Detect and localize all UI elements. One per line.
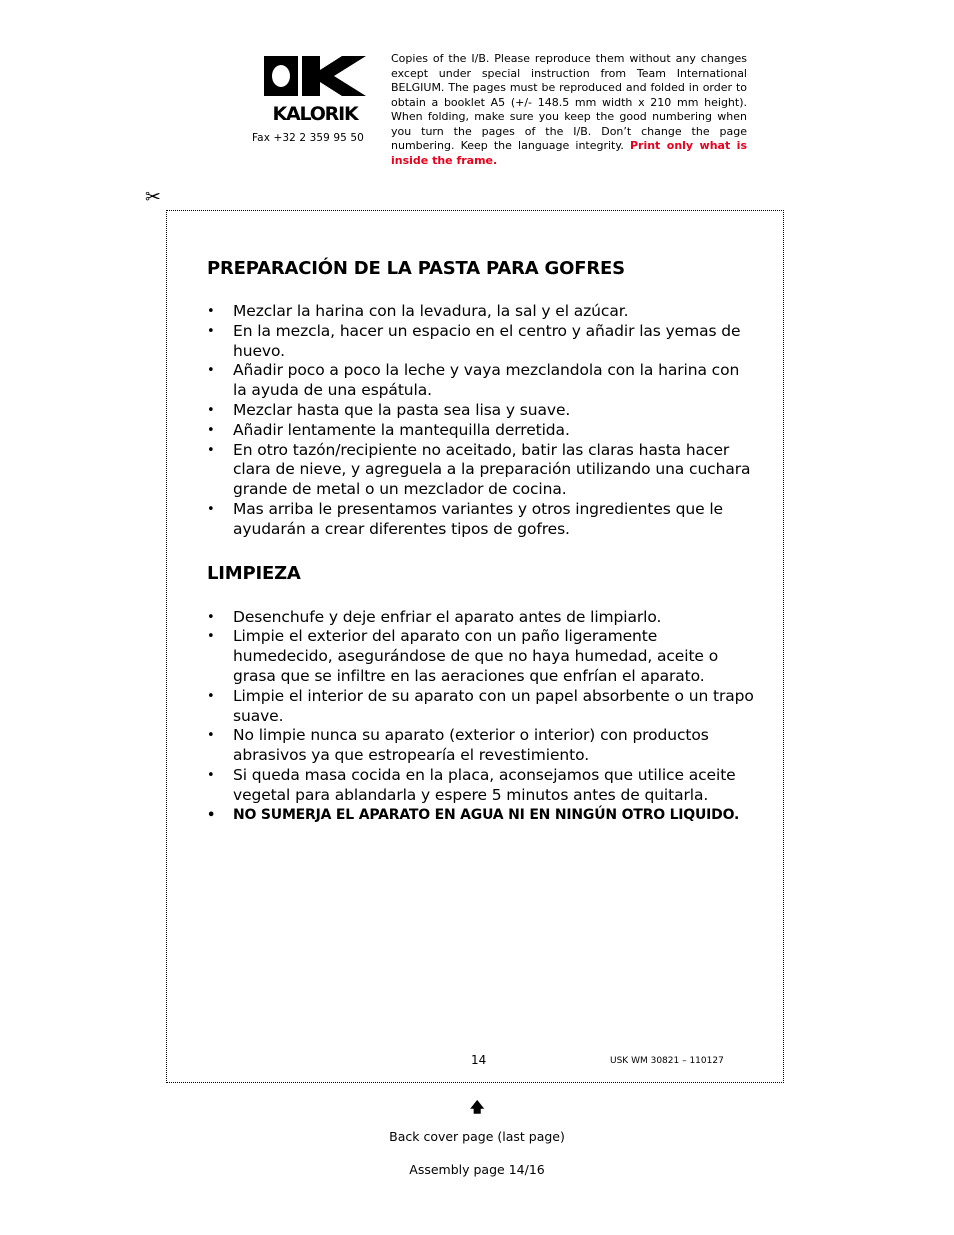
list-item: • Si queda masa cocida en la placa, aconsejamos que utilice aceite vegetal para ablandarla y espere 5 minutos antes de quitarla. xyxy=(207,766,755,806)
print-notice xyxy=(391,52,747,168)
arrow-up-icon: 🡅 xyxy=(470,1100,485,1116)
notice-highlight: Print only what is inside the frame xyxy=(391,139,747,167)
list-item: • Mezclar hasta que la pasta sea lisa y suave. xyxy=(207,401,755,421)
notice-end: . xyxy=(493,153,498,167)
list-item: • Añadir poco a poco la leche y vaya mezclandola con la harina con la ayuda de una espátula. xyxy=(207,361,755,401)
list-item: • En la mezcla, hacer un espacio en el centro y añadir las yemas de huevo. xyxy=(207,322,755,362)
list-item: • En otro tazón/recipiente no aceitado, batir las claras hasta hacer clara de nieve, y agreguela a la preparación utilizando una cuchara grande de metal o un mezclador de cocina. xyxy=(207,441,755,500)
page-content xyxy=(207,257,755,825)
fax-number: Fax +32 2 359 95 50 xyxy=(252,132,364,144)
list-item: • Mezclar la harina con la levadura, la sal y el azúcar. xyxy=(207,302,755,322)
model-code: USK WM 30821 – 110127 xyxy=(610,1056,724,1066)
back-cover-label: Back cover page (last page) xyxy=(389,1129,565,1144)
brand-wordmark: KALORIK xyxy=(272,103,358,124)
list-item: • Limpie el interior de su aparato con un papel absorbente o un trapo suave. xyxy=(207,687,755,727)
kalorik-logo-mark xyxy=(262,54,368,124)
preparacion-list xyxy=(207,302,755,540)
list-item: • Añadir lentamente la mantequilla derretida. xyxy=(207,421,755,441)
assembly-page-label: Assembly page 14/16 xyxy=(409,1162,545,1177)
kalorik-logo xyxy=(262,54,368,124)
limpieza-list xyxy=(207,608,755,826)
list-item: • Mas arriba le presentamos variantes y otros ingredientes que le ayudarán a crear diferentes tipos de gofres. xyxy=(207,500,755,540)
scissors-icon: ✂ xyxy=(145,186,161,208)
warning-item: • NO SUMERJA EL APARATO EN AGUA NI EN NINGÚN OTRO LIQUIDO. xyxy=(207,806,755,826)
section-title-preparacion: PREPARACIÓN DE LA PASTA PARA GOFRES xyxy=(207,258,625,279)
section-title-limpieza: LIMPIEZA xyxy=(207,562,301,584)
page-number: 14 xyxy=(471,1053,487,1067)
notice-text: Copies of the I/B. Please reproduce them without any changes except under special instruction from Team International BELGIUM. The pages must be reproduced and folded in order to obtain a booklet A5 (+/- 148.5 mm width x 210 mm height). When folding, make sure you keep the good numbering when you turn the pages of the I/B. Don’t change the page numbering. Keep the language integrity. xyxy=(391,52,747,152)
list-item: • Limpie el exterior del aparato con un paño ligeramente humedecido, asegurándose de que no haya humedad, aceite o grasa que se infiltre en las aeraciones que enfrían el aparato. xyxy=(207,627,755,686)
list-item: • Desenchufe y deje enfriar el aparato antes de limpiarlo. xyxy=(207,608,755,628)
list-item: • No limpie nunca su aparato (exterior o interior) con productos abrasivos ya que estropearía el revestimiento. xyxy=(207,726,755,766)
